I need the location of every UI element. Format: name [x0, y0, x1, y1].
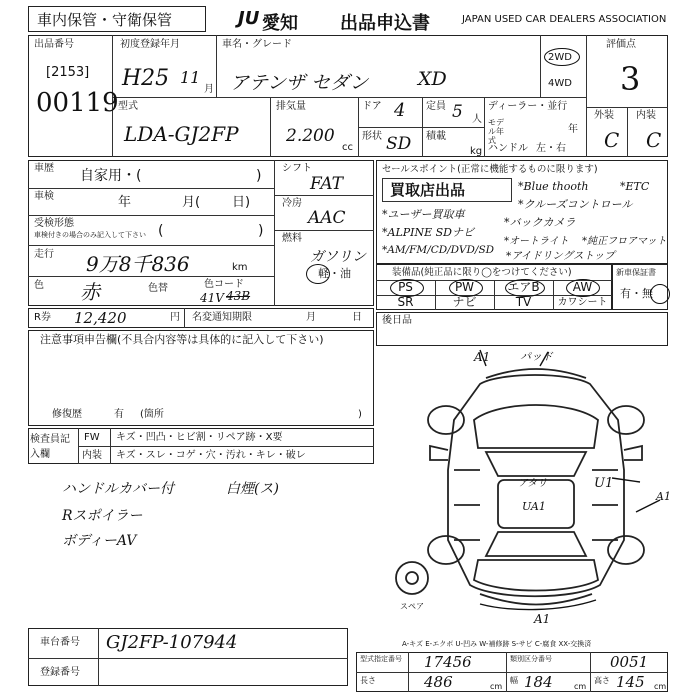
capacity-label: 定員	[426, 101, 446, 112]
fuel-value: ガソリン	[310, 249, 366, 265]
transfer-close: )	[258, 223, 264, 239]
spare-label: スペア	[400, 602, 424, 611]
transfer-open: (	[158, 223, 164, 239]
damage-a1-rear: A1	[534, 612, 551, 626]
fw-items: キズ・凹凸・ヒビ割・リペア跡・X要	[116, 432, 283, 443]
transfer-label: 受検形態	[34, 218, 74, 229]
mileage-value: 9万8千836	[86, 252, 190, 276]
equip-tv: TV	[515, 295, 532, 309]
category-label: 類別区分番号	[510, 655, 552, 663]
registration-month: 11	[180, 68, 201, 87]
height-value: 145	[616, 673, 645, 691]
category-value: 0051	[610, 653, 649, 671]
damage-impact: アタリ	[518, 478, 548, 489]
history-label: 車歴	[34, 163, 54, 174]
transfer-note: 車検付きの場合のみ記入して下さい	[34, 231, 146, 239]
width-value: 184	[524, 673, 553, 691]
inspector-note-1: ハンドルカバー付	[62, 481, 174, 497]
page-title: 出品申込書	[340, 13, 430, 34]
damage-u1: U1	[594, 476, 614, 491]
type-cert-value: 17456	[424, 653, 472, 671]
model-year-label: モデル年式	[488, 118, 504, 145]
reg-number-label: 登録番号	[40, 667, 80, 678]
sp-item-7: *バックカメラ	[504, 216, 576, 229]
tax-notice-month: 月	[306, 312, 316, 323]
equip-navi: ナビ	[452, 295, 477, 309]
registration-label: 初度登録年月	[120, 39, 180, 50]
chassis-number: GJ2FP-107944	[106, 632, 238, 653]
equipment-label: 装備品(純正品に限り◯をつけてください)	[392, 267, 572, 278]
category-stamp	[28, 6, 206, 32]
sp-item-1: *ユーザー買取車	[382, 208, 465, 221]
dealer-label: ディーラー・並行	[488, 101, 568, 112]
tax-notice-label: 名変通知期限	[192, 312, 252, 323]
lot-number: 00119	[36, 88, 119, 118]
handle-label: ハンドル	[488, 143, 528, 154]
displacement-label: 排気量	[276, 101, 306, 112]
interior-label: 内装	[636, 110, 656, 121]
color-code: 41V	[200, 291, 224, 305]
in-label: 内装	[82, 450, 102, 461]
shift-value: FAT	[310, 174, 344, 194]
mileage-unit: km	[232, 262, 248, 273]
height-unit: cm	[654, 682, 667, 691]
history-value: 自家用・(	[80, 168, 142, 184]
car-name-label: 車名・グレード	[222, 39, 292, 50]
height-label: 高さ	[594, 676, 610, 685]
ju-logo: JU	[238, 8, 260, 29]
model-label: 型式	[118, 101, 138, 112]
load-label: 積載	[426, 131, 446, 142]
sp-item-8: *オートライト	[504, 236, 569, 247]
shift-label: シフト	[282, 163, 312, 174]
doors-value: 4	[394, 100, 406, 121]
color-label: 色	[34, 280, 44, 291]
length-unit: cm	[490, 682, 503, 691]
shaken-month: 月(	[182, 195, 201, 210]
later-items-label: 後日品	[382, 315, 412, 326]
doors-label: ドア	[362, 101, 382, 112]
recycle-label: R券	[34, 312, 51, 323]
equip-circle-aw	[566, 279, 600, 297]
aircon-label: 冷房	[282, 198, 302, 209]
width-label: 幅	[510, 676, 518, 685]
sp-item-6: *クルーズコントロール	[518, 198, 633, 211]
drive-4wd: 4WD	[548, 78, 572, 89]
chassis-label: 車台番号	[40, 637, 80, 648]
damage-ua1: UA1	[522, 500, 546, 513]
history-close: )	[256, 168, 262, 184]
rating-score: 3	[620, 60, 641, 98]
shape-value: SD	[386, 134, 412, 154]
damage-legend: A-キズ E-エクボ U-凹み W-補修跡 S-サビ C-腐食 XX-交換済	[402, 640, 592, 648]
damage-a1-front: A1	[474, 350, 491, 364]
model-year-suffix: 年	[568, 124, 578, 135]
equip-circle-pw	[449, 279, 483, 297]
repair-close: )	[358, 409, 362, 420]
warranty-options: 有・無	[620, 287, 653, 300]
registration-month-suffix: 月	[204, 84, 214, 95]
color-change-label: 色替	[148, 283, 168, 294]
length-value: 486	[424, 673, 453, 691]
inspector-note-4: 白煙(ス)	[226, 481, 279, 497]
car-grade: XD	[418, 68, 447, 90]
lot-label: 出品番号	[34, 39, 74, 50]
shaken-label: 車検	[34, 191, 54, 202]
aircon-value: AAC	[308, 208, 346, 228]
fuel-oil-circle	[306, 264, 330, 284]
equip-airbag: エアB	[507, 280, 540, 294]
color-code-label: 色コード	[204, 279, 244, 290]
equip-ps: PS	[398, 280, 413, 294]
inspector-note-2: Rスポイラー	[62, 508, 143, 524]
length-label: 長さ	[360, 676, 376, 685]
fw-label: FW	[84, 432, 100, 443]
width-unit: cm	[574, 682, 587, 691]
repair-value: 有	[114, 409, 124, 420]
fuel-label: 燃料	[282, 233, 302, 244]
title-prefix: 愛知	[262, 13, 298, 34]
rating-label: 評価点	[606, 39, 636, 50]
warranty-circle	[650, 284, 670, 304]
interior-grade: C	[646, 128, 662, 152]
type-cert-label: 型式指定番号	[360, 655, 402, 663]
equip-leather-seat: カワシート	[557, 297, 608, 308]
equip-aw: AW	[572, 280, 593, 294]
color-code-struck: 43B	[226, 289, 251, 303]
car-name: アテンザ セダン	[230, 72, 369, 94]
damage-a1-side: A1	[656, 490, 671, 503]
capacity-value: 5	[452, 102, 463, 122]
displacement-unit: cc	[342, 142, 353, 153]
exterior-label: 外装	[594, 110, 614, 121]
shape-label: 形状	[362, 131, 382, 142]
equip-circle-ps	[390, 279, 424, 297]
registration-year: H25	[122, 66, 170, 91]
drive-2wd: 2WD	[548, 52, 572, 63]
equip-sr: SR	[397, 295, 414, 309]
sp-item-4: *Blue thooth	[518, 180, 589, 193]
later-items-box	[376, 312, 668, 346]
inspector-note-3: ボディーAV	[62, 533, 137, 549]
repair-label: 修復歴	[52, 409, 82, 420]
equip-pw: PW	[454, 280, 475, 294]
warranty-label: 新車保証書	[616, 268, 656, 277]
shaken-year: 年	[118, 195, 132, 210]
sp-item-10: *アイドリングストップ	[506, 250, 615, 262]
shaken-day: 日)	[232, 195, 251, 210]
category-text: 車内保管・守衛保管	[37, 11, 173, 29]
sp-item-9: *純正フロアマット	[582, 236, 667, 247]
sp-item-2: *ALPINE SDナビ	[382, 226, 475, 239]
lot-sub: [2153]	[46, 65, 90, 80]
recycle-unit: 円	[170, 312, 180, 323]
tax-notice-day: 日	[352, 312, 362, 323]
mileage-label: 走行	[34, 249, 54, 260]
exterior-grade: C	[604, 128, 620, 152]
buyer-stamp-text: 買取店出品	[390, 181, 466, 199]
handle-options: 左・右	[536, 143, 566, 154]
association-name: JAPAN USED CAR DEALERS ASSOCIATION	[462, 14, 667, 25]
capacity-unit: 人	[472, 114, 482, 125]
displacement-value: 2.200	[286, 126, 335, 146]
fuel-oil: 軽・油	[318, 267, 351, 280]
damage-pad: パッド	[520, 350, 553, 363]
selling-points-label: セールスポイント(正常に機能するものに限ります)	[382, 164, 598, 175]
model-code: LDA-GJ2FP	[124, 122, 239, 146]
recycle-value: 12,420	[74, 309, 127, 327]
load-unit: kg	[470, 146, 483, 157]
caution-label: 注意事項申告欄(不具合内容等は具体的に記入して下さい)	[40, 333, 324, 346]
sp-item-3: *AM/FM/CD/DVD/SD	[382, 244, 495, 256]
repair-bracket: (箇所	[140, 409, 164, 420]
inspector-label: 検査員記入欄	[30, 434, 70, 460]
drive-circle	[544, 48, 580, 66]
equip-circle-airbag	[505, 279, 545, 297]
in-items: キズ・スレ・コゲ・穴・汚れ・キレ・破レ	[116, 450, 306, 461]
sp-item-5: *ETC	[620, 180, 650, 193]
color-value: 赤	[80, 280, 100, 304]
